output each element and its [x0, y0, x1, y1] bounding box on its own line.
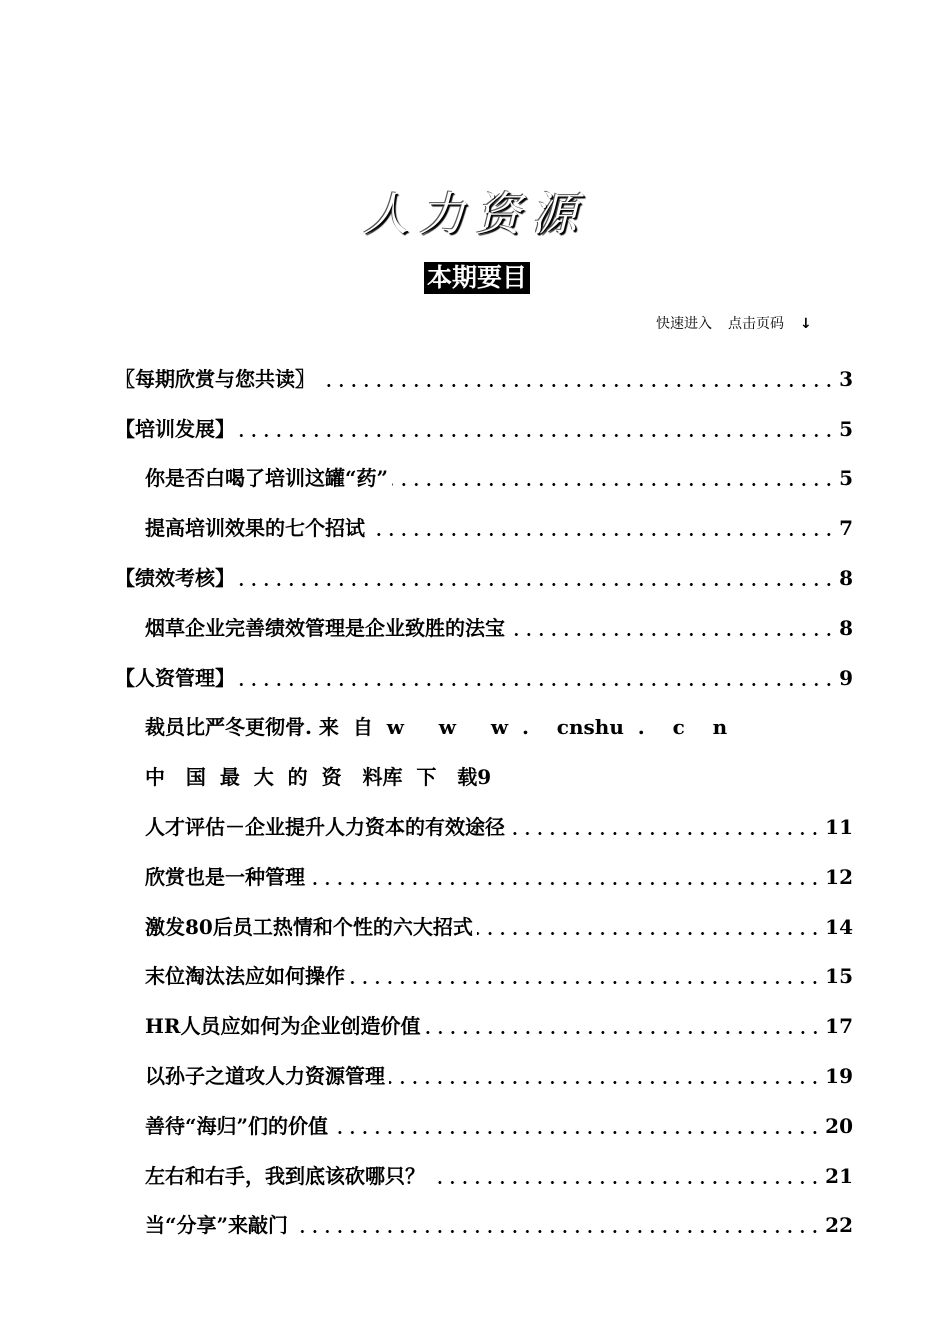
- toc-entry[interactable]: [115, 794, 853, 844]
- dot-leader: [392, 467, 835, 487]
- toc-page-link[interactable]: 8: [839, 615, 853, 640]
- dot-leader: [425, 1015, 822, 1035]
- toc-entry-title[interactable]: 〖每期欣赏与您共读〗: [115, 366, 315, 391]
- toc-page-link[interactable]: 20: [825, 1113, 853, 1138]
- dot-leader: [239, 418, 835, 438]
- toc-entry-title[interactable]: 你是否白喝了培训这罐“药”: [145, 466, 389, 491]
- toc-page-link[interactable]: 22: [825, 1213, 853, 1238]
- toc-page-link[interactable]: 19: [825, 1063, 853, 1088]
- toc-page-link[interactable]: 21: [825, 1163, 853, 1188]
- toc-entry-title[interactable]: 烟草企业完善绩效管理是企业致胜的法宝: [145, 615, 505, 640]
- quick-nav-hint: [656, 313, 812, 333]
- dot-leader: [239, 667, 835, 687]
- toc-page-link[interactable]: 8: [839, 565, 853, 590]
- toc-entry[interactable]: [115, 1043, 853, 1093]
- toc-entry-line1[interactable]: 裁员比严冬更彻骨. 来 自 w w w . cnshu . c n: [145, 715, 728, 740]
- dot-leader: [309, 866, 821, 886]
- toc-entry-title[interactable]: 【人资管理】: [115, 665, 235, 690]
- toc-entry-title[interactable]: 激发80后员工热情和个性的六大招式: [145, 914, 473, 939]
- toc-entry[interactable]: [115, 1143, 853, 1193]
- issue-contents-heading: 本期要目: [424, 262, 530, 294]
- toc-entry-title[interactable]: HR人员应如何为企业创造价值: [145, 1014, 421, 1039]
- toc-page-link[interactable]: 3: [839, 366, 853, 391]
- toc-entry-title[interactable]: 以孙子之道攻人力资源管理: [145, 1063, 385, 1088]
- dot-leader: [292, 1214, 821, 1234]
- toc-entry[interactable]: [115, 595, 853, 645]
- toc-entry[interactable]: [115, 1193, 853, 1243]
- toc-page-link[interactable]: 15: [825, 964, 853, 989]
- dot-leader: [369, 517, 835, 537]
- toc-page-link[interactable]: 11: [825, 814, 853, 839]
- magazine-title: 人力资源: [363, 187, 587, 241]
- toc-entry-title[interactable]: 提高培训效果的七个招试: [145, 516, 365, 541]
- dot-leader: [509, 617, 835, 637]
- toc-page-link[interactable]: 17: [825, 1014, 853, 1039]
- dot-leader: [509, 816, 821, 836]
- toc-page-link[interactable]: 12: [825, 864, 853, 889]
- toc-section[interactable]: [115, 396, 853, 446]
- toc-section[interactable]: [115, 346, 853, 396]
- toc-page-link[interactable]: 9: [839, 665, 853, 690]
- toc-page-link[interactable]: 5: [839, 466, 853, 491]
- toc-entry-title[interactable]: 【绩效考核】: [115, 565, 235, 590]
- dot-leader: [239, 567, 835, 587]
- toc-entry-title[interactable]: 【培训发展】: [115, 416, 235, 441]
- toc-entry[interactable]: [115, 1093, 853, 1143]
- arrow-down-icon: ↓: [800, 316, 812, 332]
- toc-page-link[interactable]: 5: [839, 416, 853, 441]
- dot-leader: [477, 916, 821, 936]
- toc-entry[interactable]: [115, 894, 853, 944]
- toc-entry-title[interactable]: 当“分享”来敲门: [145, 1213, 289, 1238]
- toc-page-link[interactable]: 14: [825, 914, 853, 939]
- quick-enter-label: 快速进入: [656, 316, 712, 332]
- toc-entry-title[interactable]: 人才评估－企业提升人力资本的有效途径: [145, 814, 505, 839]
- toc-entry-title[interactable]: 左右和右手，我到底该砍哪只？: [145, 1163, 425, 1188]
- toc-section[interactable]: [115, 645, 853, 695]
- table-of-contents: [115, 346, 853, 1242]
- dot-leader: [429, 1165, 821, 1185]
- toc-page-link[interactable]: 7: [839, 516, 853, 541]
- toc-entry[interactable]: [115, 495, 853, 545]
- toc-entry[interactable]: [115, 844, 853, 894]
- dot-leader: [319, 368, 835, 388]
- toc-section[interactable]: [115, 545, 853, 595]
- toc-entry[interactable]: [115, 944, 853, 994]
- dot-leader: [389, 1065, 821, 1085]
- click-page-label: 点击页码: [728, 316, 784, 332]
- toc-entry-title[interactable]: 欣赏也是一种管理: [145, 864, 305, 889]
- toc-entry-title[interactable]: 末位淘汰法应如何操作: [145, 964, 345, 989]
- toc-entry[interactable]: [115, 993, 853, 1043]
- toc-entry[interactable]: [115, 446, 853, 496]
- toc-entry-line2[interactable]: 中 国 最 大 的 资 料库 下 载9: [145, 765, 492, 790]
- toc-entry-title[interactable]: 善待“海归”们的价值: [145, 1113, 329, 1138]
- dot-leader: [332, 1115, 821, 1135]
- dot-leader: [349, 965, 821, 985]
